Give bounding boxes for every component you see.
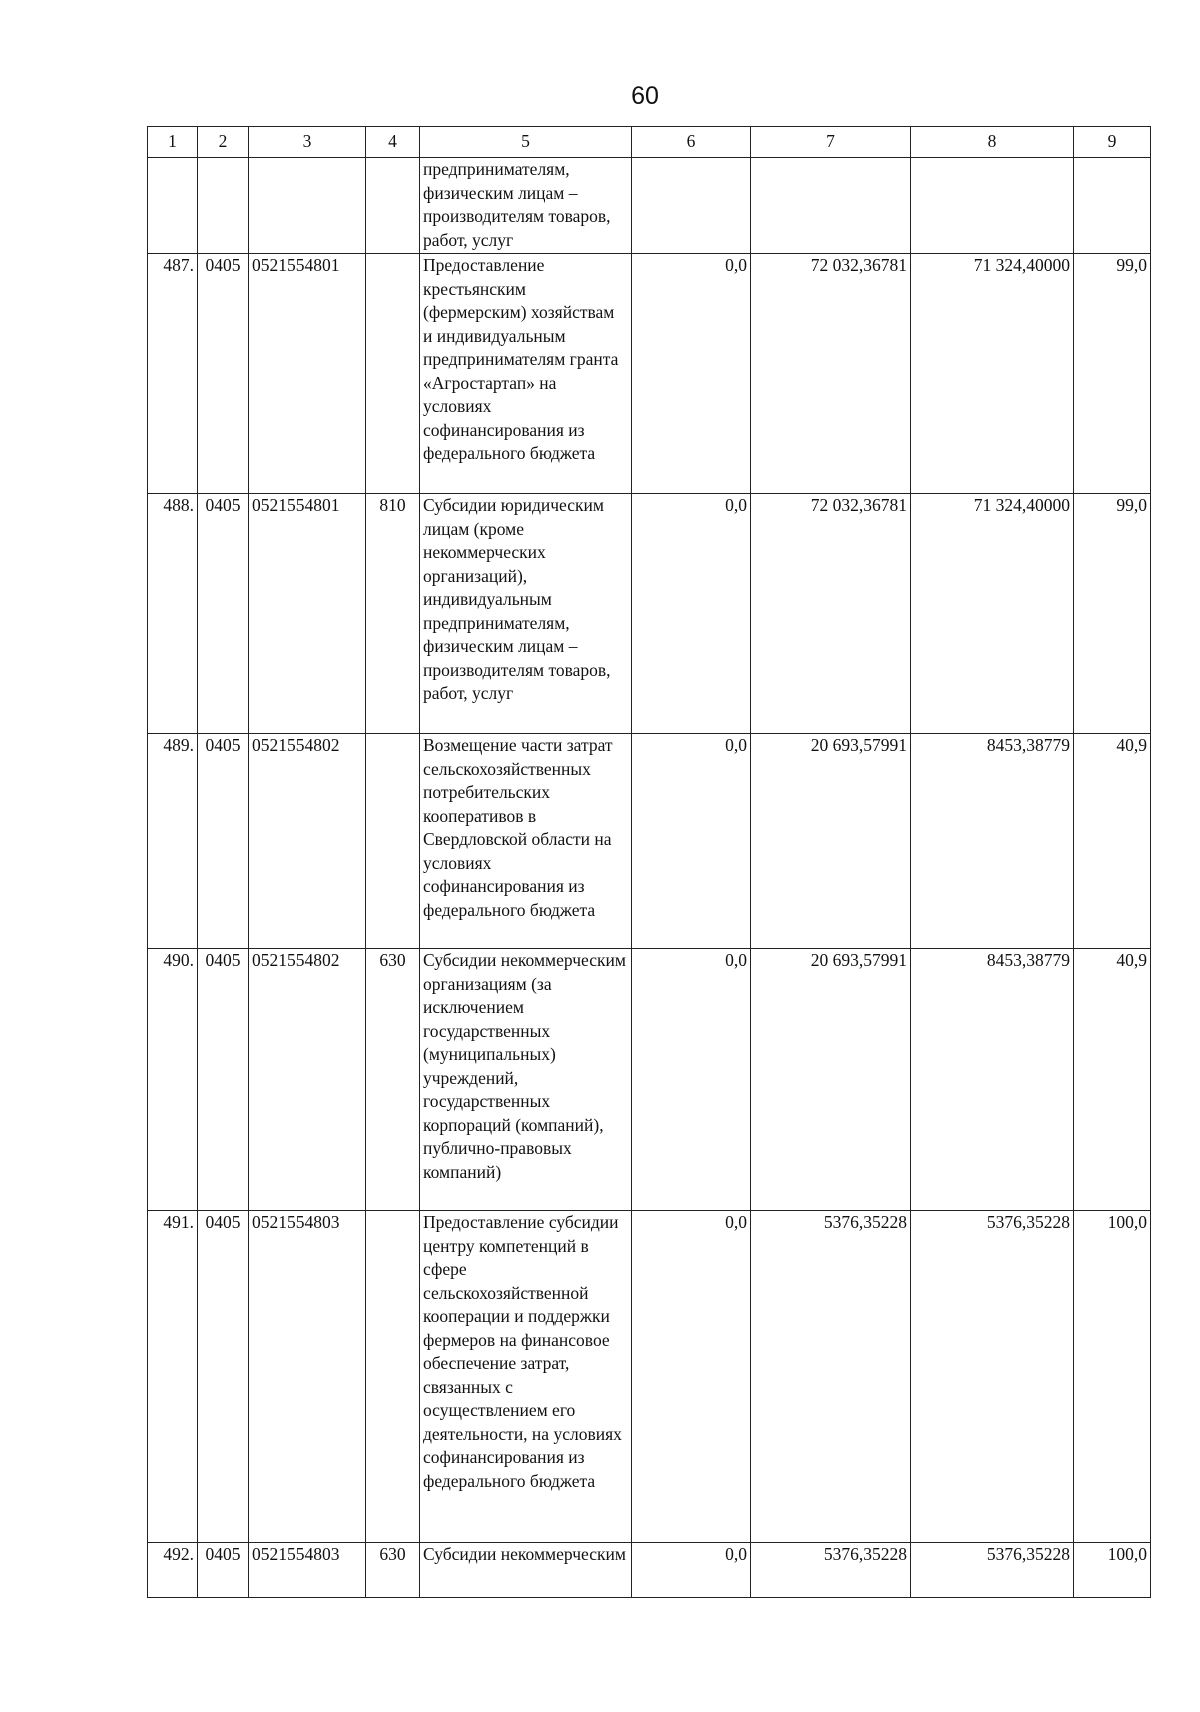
row-number: 492. [148, 1543, 198, 1598]
target-code: 0521554802 [249, 949, 366, 1211]
row-description: Возмещение части затрат сельскохозяйственных потребительских кооперативов в Свердловской области на условиях софинансирования из федерального бюджета [420, 734, 632, 949]
row-number: 490. [148, 949, 198, 1211]
continuation-row [148, 158, 1151, 254]
target-code: 0521554802 [249, 734, 366, 949]
section-code: 0405 [198, 734, 249, 949]
expense-type: 630 [366, 1543, 420, 1598]
continuation-description: предпринимателям, физическим лицам – производителям товаров, работ, услуг [420, 158, 632, 254]
budget-table [147, 126, 1151, 1598]
section-code: 0405 [198, 254, 249, 494]
target-code: 0521554803 [249, 1211, 366, 1543]
col-header-3: 3 [249, 127, 366, 158]
row-number: 489. [148, 734, 198, 949]
expense-type [366, 254, 420, 494]
table-row [148, 1543, 1151, 1598]
value-col-8: 8453,38779 [911, 949, 1074, 1211]
expense-type: 810 [366, 494, 420, 734]
value-col-9: 99,0 [1074, 254, 1151, 494]
value-col-6: 0,0 [632, 734, 751, 949]
row-number: 491. [148, 1211, 198, 1543]
col-header-7: 7 [751, 127, 911, 158]
value-col-7: 72 032,36781 [751, 254, 911, 494]
value-col-8: 5376,35228 [911, 1211, 1074, 1543]
col-header-1: 1 [148, 127, 198, 158]
value-col-6: 0,0 [632, 494, 751, 734]
value-col-8: 71 324,40000 [911, 254, 1074, 494]
col-header-4: 4 [366, 127, 420, 158]
row-description: Предоставление крестьянским (фермерским) хозяйствам и индивидуальным предпринимателям гранта «Агростартап» на условиях софинансирования из федерального бюджета [420, 254, 632, 494]
section-code: 0405 [198, 1543, 249, 1598]
expense-type [366, 734, 420, 949]
value-col-9: 40,9 [1074, 734, 1151, 949]
value-col-7: 72 032,36781 [751, 494, 911, 734]
col-header-6: 6 [632, 127, 751, 158]
value-col-9: 40,9 [1074, 949, 1151, 1211]
value-col-7: 5376,35228 [751, 1211, 911, 1543]
value-col-9: 99,0 [1074, 494, 1151, 734]
table-row [148, 734, 1151, 949]
value-col-6: 0,0 [632, 254, 751, 494]
value-col-9: 100,0 [1074, 1211, 1151, 1543]
table-row [148, 949, 1151, 1211]
table-row [148, 1211, 1151, 1543]
value-col-7: 20 693,57991 [751, 949, 911, 1211]
target-code: 0521554801 [249, 254, 366, 494]
header-row [148, 127, 1151, 158]
row-description: Субсидии некоммерческим организациям (за исключением государственных (муниципальных) учреждений, государственных корпораций (компаний), публично-правовых компаний) [420, 949, 632, 1211]
col-header-9: 9 [1074, 127, 1151, 158]
section-code: 0405 [198, 494, 249, 734]
col-header-8: 8 [911, 127, 1074, 158]
value-col-9: 100,0 [1074, 1543, 1151, 1598]
expense-type: 630 [366, 949, 420, 1211]
col-header-5: 5 [420, 127, 632, 158]
expense-type [366, 1211, 420, 1543]
row-description: Субсидии юридическим лицам (кроме некоммерческих организаций), индивидуальным предпринимателям, физическим лицам – производителям товаров, работ, услуг [420, 494, 632, 734]
value-col-8: 71 324,40000 [911, 494, 1074, 734]
table-row [148, 254, 1151, 494]
row-number: 488. [148, 494, 198, 734]
value-col-7: 20 693,57991 [751, 734, 911, 949]
section-code: 0405 [198, 1211, 249, 1543]
page-number: 60 [631, 82, 659, 110]
value-col-8: 5376,35228 [911, 1543, 1074, 1598]
row-description: Предоставление субсидии центру компетенций в сфере сельскохозяйственной кооперации и поддержки фермеров на финансовое обеспечение затрат, связанных с осуществлением его деятельности, на условиях софинансирования из федерального бюджета [420, 1211, 632, 1543]
value-col-8: 8453,38779 [911, 734, 1074, 949]
value-col-6: 0,0 [632, 1211, 751, 1543]
section-code: 0405 [198, 949, 249, 1211]
row-number: 487. [148, 254, 198, 494]
table-row [148, 494, 1151, 734]
value-col-6: 0,0 [632, 1543, 751, 1598]
target-code: 0521554803 [249, 1543, 366, 1598]
value-col-6: 0,0 [632, 949, 751, 1211]
row-description: Субсидии некоммерческим [420, 1543, 632, 1598]
target-code: 0521554801 [249, 494, 366, 734]
col-header-2: 2 [198, 127, 249, 158]
value-col-7: 5376,35228 [751, 1543, 911, 1598]
